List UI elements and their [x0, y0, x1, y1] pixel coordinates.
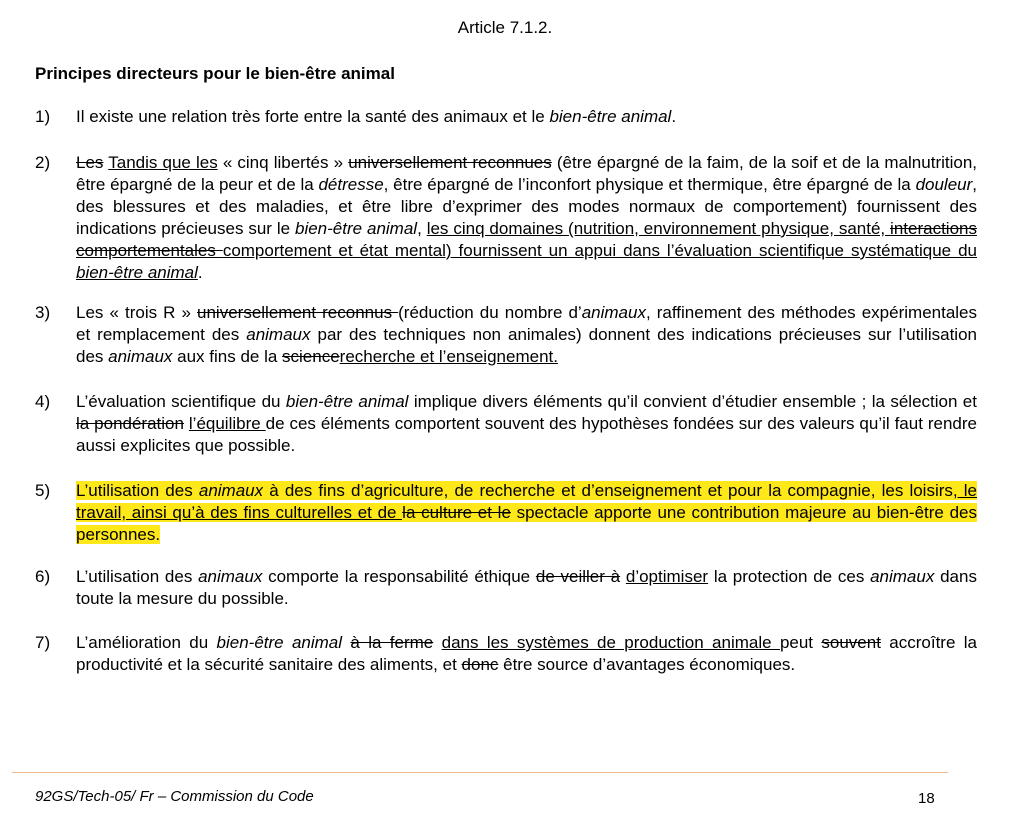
- highlighted-text: L’utilisation des: [76, 481, 199, 500]
- text-run: la protection de ces: [708, 567, 871, 586]
- inserted-text: dans les systèmes de production animale: [441, 633, 780, 652]
- inserted-text: d’optimiser: [625, 567, 709, 586]
- item-number: 2): [35, 153, 51, 172]
- text-run: L’évaluation scientifique du: [76, 392, 286, 411]
- item-text: [76, 391, 977, 457]
- text-run: implique divers éléments qu’il convient d’étudier ensemble ; la sélection et: [408, 392, 977, 411]
- text-run: être source d’avantages économiques.: [498, 655, 796, 674]
- text-run: (être épargné de la faim, de la soif et de la malnutrition, être épargné de la peur et de la: [76, 153, 978, 194]
- italic-term: animaux: [198, 567, 263, 586]
- text-run: .: [671, 107, 677, 126]
- text-run: (réduction du nombre d’: [398, 303, 582, 322]
- text-run: Les « trois R »: [76, 303, 198, 322]
- deleted-text: souvent: [821, 633, 881, 652]
- highlighted-text: spectacle apporte une contribution majeure au bien-être des personnes.: [76, 503, 977, 544]
- text-run: peut: [779, 633, 822, 652]
- deleted-text: universellement reconnus: [197, 303, 399, 322]
- italic-term: détresse: [318, 175, 384, 194]
- text-run: L’utilisation des: [76, 567, 199, 586]
- text-run: , être épargné de l’inconfort physique et thermique, être épargné de la: [383, 175, 916, 194]
- italic-term: bien-être animal: [295, 219, 418, 238]
- item-text: [76, 632, 977, 676]
- text-run: comporte la responsabilité éthique: [262, 567, 536, 586]
- deleted-inserted-text: interactions comportementales: [76, 219, 977, 260]
- text-run: par des techniques non animales) donnent des indications précieuses sur l’utilisation des: [76, 325, 977, 366]
- italic-term: animaux: [581, 303, 646, 322]
- page-number: 18: [918, 790, 935, 807]
- inserted-italic-term: bien-être animal: [76, 263, 198, 282]
- highlighted-deleted-text: la culture et le: [402, 503, 511, 522]
- text-run: .: [197, 263, 203, 282]
- deleted-text: Les: [76, 153, 104, 172]
- italic-term: animaux: [108, 347, 173, 366]
- highlighted-inserted-text: , le travail, ainsi qu’à des fins culturelles et de: [76, 481, 977, 522]
- item-text: [76, 302, 977, 368]
- text-run: , des blessures et des maladies, et être libre d’exprimer des modes normaux de comportement) fournissent des indications précieuses sur le: [76, 175, 978, 238]
- text-run: dans toute la mesure du possible.: [76, 567, 977, 608]
- italic-term: bien-être animal: [216, 633, 343, 652]
- deleted-text: donc: [461, 655, 499, 674]
- deleted-text: de veiller à: [535, 567, 621, 586]
- inserted-text: Tandis que les: [108, 153, 218, 172]
- deleted-text: la pondération: [76, 414, 184, 433]
- text-run: ,: [417, 219, 427, 238]
- text-run: « cinq libertés »: [217, 153, 349, 172]
- inserted-text: recherche et l’enseignement.: [339, 347, 558, 366]
- item-number: 7): [35, 633, 51, 652]
- text-run: [433, 633, 441, 652]
- item-text: [76, 566, 977, 610]
- text-run: , raffinement des méthodes expérimentales et remplacement des: [76, 303, 978, 344]
- italic-term: animaux: [246, 325, 311, 344]
- text-run: L’amélioration du: [76, 633, 217, 652]
- italic-term: bien-être animal: [285, 392, 409, 411]
- deleted-text: science: [282, 347, 340, 366]
- footer-divider: [12, 772, 948, 773]
- italic-term: bien-être animal: [549, 107, 672, 126]
- deleted-text: universellement reconnues: [348, 153, 552, 172]
- text-run: Il existe une relation très forte entre la santé des animaux et le: [76, 107, 550, 126]
- inserted-text: l’équilibre: [188, 414, 266, 433]
- section-heading: Principes directeurs pour le bien-être animal: [35, 64, 395, 83]
- inserted-text: comportement et état mental) fournissent un appui dans l’évaluation scientifique systématique du: [222, 241, 977, 260]
- italic-term: douleur: [915, 175, 973, 194]
- highlighted-text: à des fins d’agriculture, de recherche et d’enseignement et pour la compagnie, les loisirs: [263, 481, 953, 500]
- article-number: Article 7.1.2.: [457, 18, 553, 37]
- italic-term: animaux: [870, 567, 935, 586]
- text-run: accroître la productivité et la sécurité sanitaire des aliments, et: [76, 633, 977, 674]
- item-text: [76, 480, 977, 546]
- item-number: 5): [35, 481, 51, 500]
- inserted-text: les cinq domaines (nutrition, environnement physique, santé,: [426, 219, 891, 238]
- footer-reference: 92GS/Tech-05/ Fr – Commission du Code: [35, 788, 314, 805]
- highlighted-italic-term: animaux: [198, 481, 264, 500]
- item-number: 6): [35, 567, 51, 586]
- item-number: 1): [35, 107, 51, 126]
- text-run: aux fins de la: [172, 347, 283, 366]
- item-number: 4): [35, 392, 51, 411]
- text-run: de ces éléments comportent souvent des hypothèses fondées sur des valeurs qu’il faut rendre aussi explicites que possible.: [76, 414, 977, 455]
- item-number: 3): [35, 303, 51, 322]
- deleted-text: à la ferme: [350, 633, 434, 652]
- item-text: [76, 106, 977, 128]
- item-text: [76, 152, 977, 284]
